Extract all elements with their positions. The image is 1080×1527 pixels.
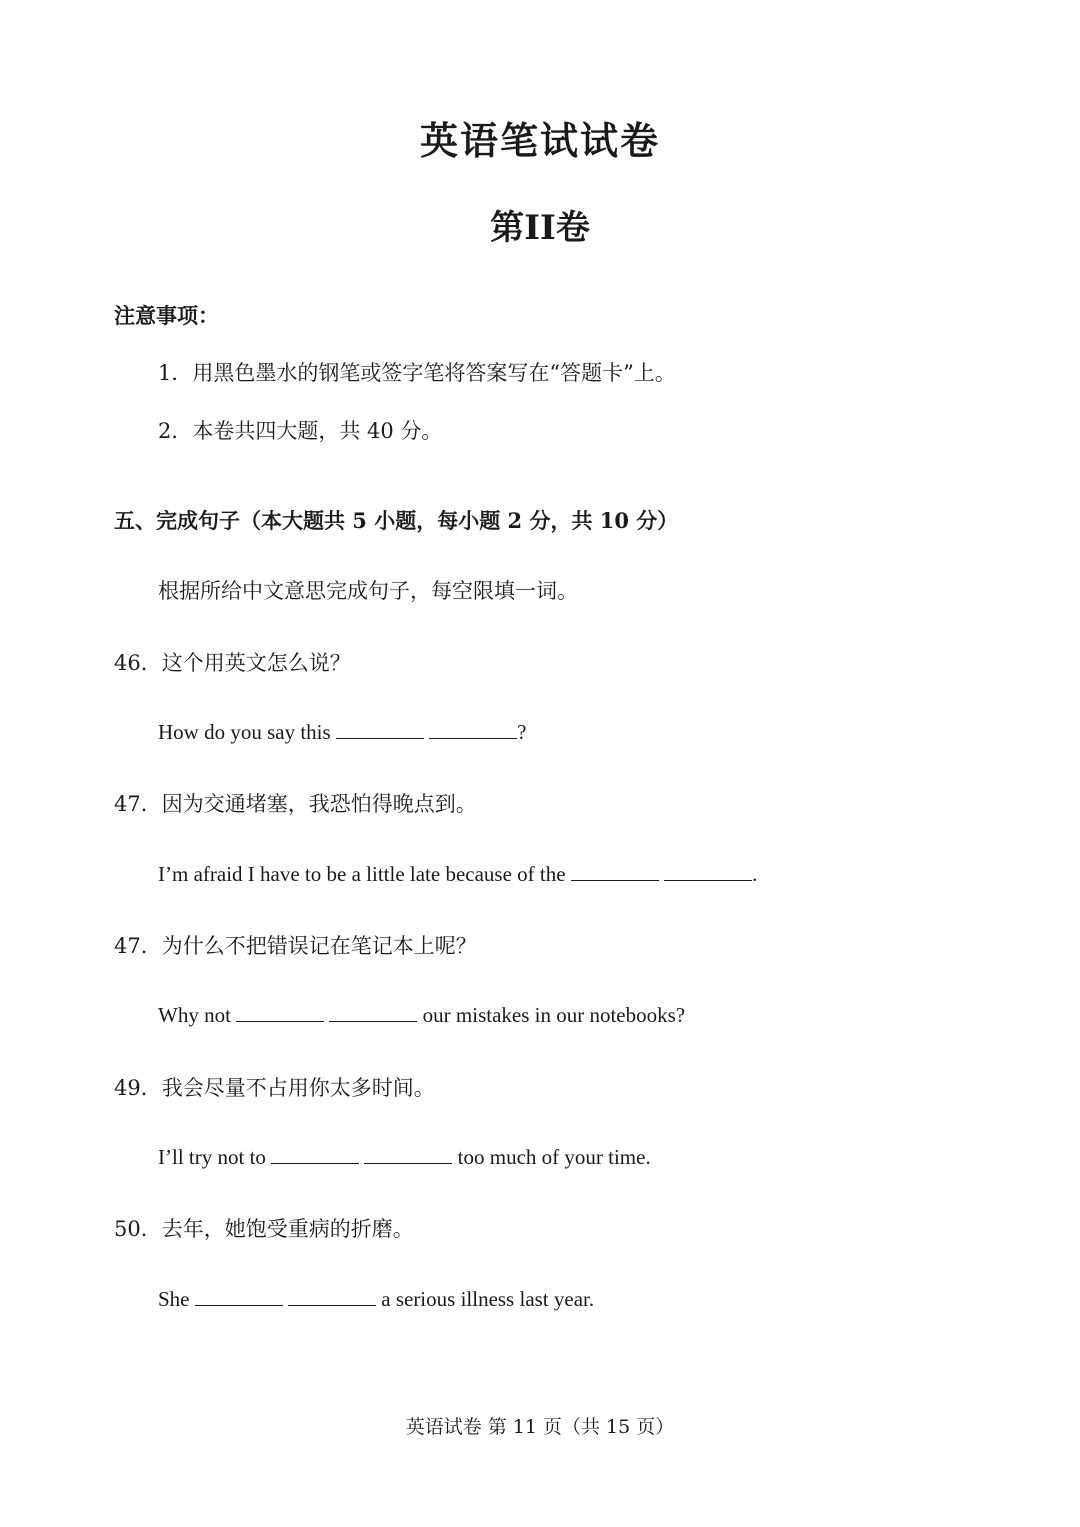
answer-blank-2[interactable] [364,1143,452,1164]
question-47-sentence [158,860,757,887]
question-46-prompt: 46．这个用英文怎么说？ [114,651,351,675]
answer-blank-2[interactable] [429,718,517,739]
sentence-text-before: I’ll try not to [158,1145,266,1169]
question-50-prompt: 50．去年，她饱受重病的折磨。 [114,1217,414,1241]
section-heading: 五、完成句子（本大题共 5 小题，每小题 2 分，共 10 分） [114,508,679,533]
notice-heading: 注意事项： [114,303,219,328]
notice-item-2: 2．本卷共四大题，共 40 分。 [158,419,443,443]
question-49-prompt: 49．我会尽量不占用你太多时间。 [114,1076,435,1100]
answer-blank-1[interactable] [336,718,424,739]
sentence-text-before: Why not [158,1003,231,1027]
exam-title: 英语笔试试卷 [419,118,660,163]
question-47-prompt: 47．因为交通堵塞，我恐怕得晚点到。 [114,792,477,816]
sentence-text-after: ? [517,720,527,744]
sentence-text-after: too much of your time. [452,1145,651,1169]
sentence-text-after: a serious illness last year. [376,1287,595,1311]
answer-blank-1[interactable] [195,1285,283,1306]
sentence-text-before: How do you say this [158,720,331,744]
page-footer: 英语试卷 第 11 页（共 15 页） [405,1416,675,1438]
question-50-sentence [158,1285,594,1312]
answer-blank-1[interactable] [271,1143,359,1164]
sentence-text-before: I’m afraid I have to be a little late because of the [158,862,566,886]
volume-title: 第II卷 [490,208,590,248]
question-49-sentence [158,1143,651,1170]
answer-blank-2[interactable] [329,1001,417,1022]
section-instruction: 根据所给中文意思完成句子，每空限填一词。 [158,579,578,603]
question-48-prompt: 47．为什么不把错误记在笔记本上呢？ [114,934,477,958]
sentence-text-before: She [158,1287,190,1311]
answer-blank-2[interactable] [664,860,752,881]
answer-blank-1[interactable] [571,860,659,881]
notice-item-1: 1．用黑色墨水的钢笔或签字笔将答案写在“答题卡”上。 [158,361,676,385]
sentence-text-after: . [752,862,758,886]
question-48-sentence [158,1001,685,1028]
sentence-text-after: our mistakes in our notebooks? [417,1003,686,1027]
answer-blank-2[interactable] [288,1285,376,1306]
answer-blank-1[interactable] [236,1001,324,1022]
question-46-sentence [158,718,527,745]
